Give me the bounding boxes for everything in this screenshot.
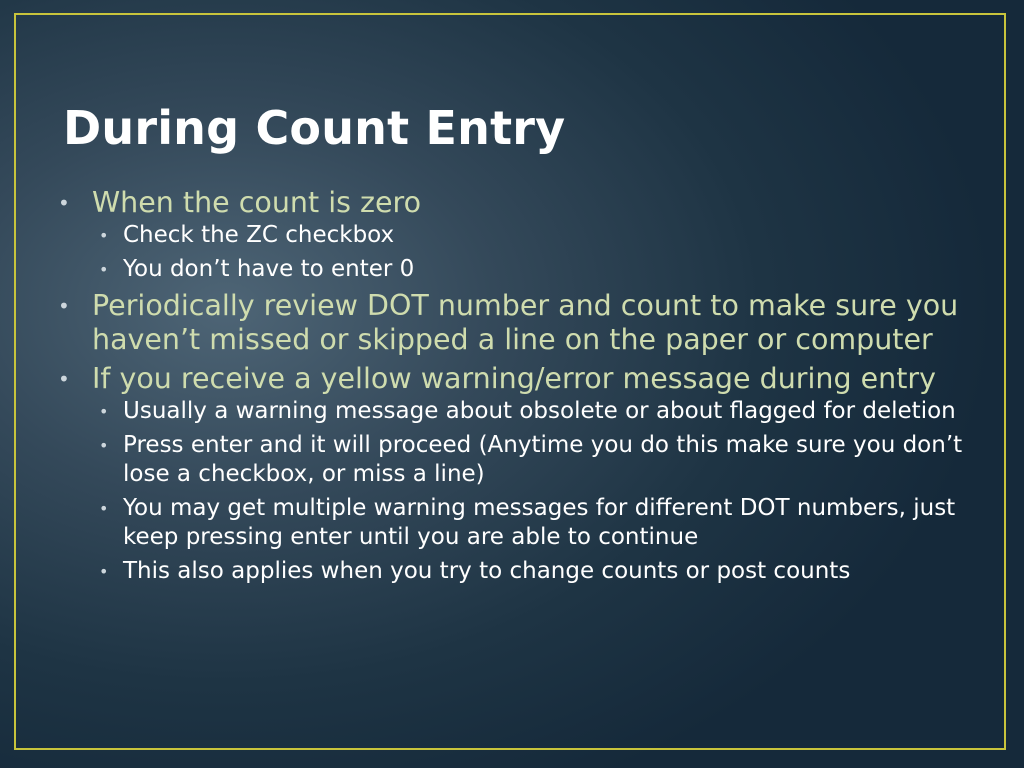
sub-bullet-icon: • — [99, 402, 109, 421]
sub-bullet-icon: • — [99, 260, 109, 279]
sub-bullet-icon: • — [99, 226, 109, 245]
bullet-item — [58, 186, 978, 284]
sub-bullet-item — [89, 557, 978, 586]
sub-bullet-list — [89, 221, 978, 284]
sub-bullet-text: You may get multiple warning messages for different DOT numbers, just keep pressing enter until you are able to continue — [123, 495, 956, 550]
sub-bullet-text: This also applies when you try to change counts or post counts — [123, 558, 851, 584]
sub-bullet-item — [89, 397, 978, 426]
sub-bullet-text: Press enter and it will proceed (Anytime you do this make sure you don’t lose a checkbox, or miss a line) — [123, 432, 963, 487]
bullet-item — [58, 362, 978, 586]
slide-title: During Count Entry — [63, 101, 566, 155]
bullet-text: If you receive a yellow warning/error message during entry — [92, 362, 936, 395]
bullet-icon: • — [58, 367, 70, 391]
sub-bullet-icon: • — [99, 562, 109, 581]
sub-bullet-item — [89, 221, 978, 250]
sub-bullet-text: Check the ZC checkbox — [123, 222, 395, 248]
sub-bullet-text: You don’t have to enter 0 — [123, 256, 415, 282]
sub-bullet-icon: • — [99, 436, 109, 455]
bullet-icon: • — [58, 294, 70, 318]
sub-bullet-item — [89, 494, 978, 552]
bullet-item — [58, 289, 978, 357]
sub-bullet-icon: • — [99, 499, 109, 518]
bullet-list — [58, 186, 978, 591]
sub-bullet-text: Usually a warning message about obsolete or about flagged for deletion — [123, 398, 956, 424]
bullet-text: Periodically review DOT number and count to make sure you haven’t missed or skipped a line on the paper or computer — [92, 289, 959, 356]
sub-bullet-item — [89, 255, 978, 284]
sub-bullet-list — [89, 397, 978, 586]
sub-bullet-item — [89, 431, 978, 489]
bullet-icon: • — [58, 191, 70, 215]
bullet-text: When the count is zero — [92, 186, 422, 219]
